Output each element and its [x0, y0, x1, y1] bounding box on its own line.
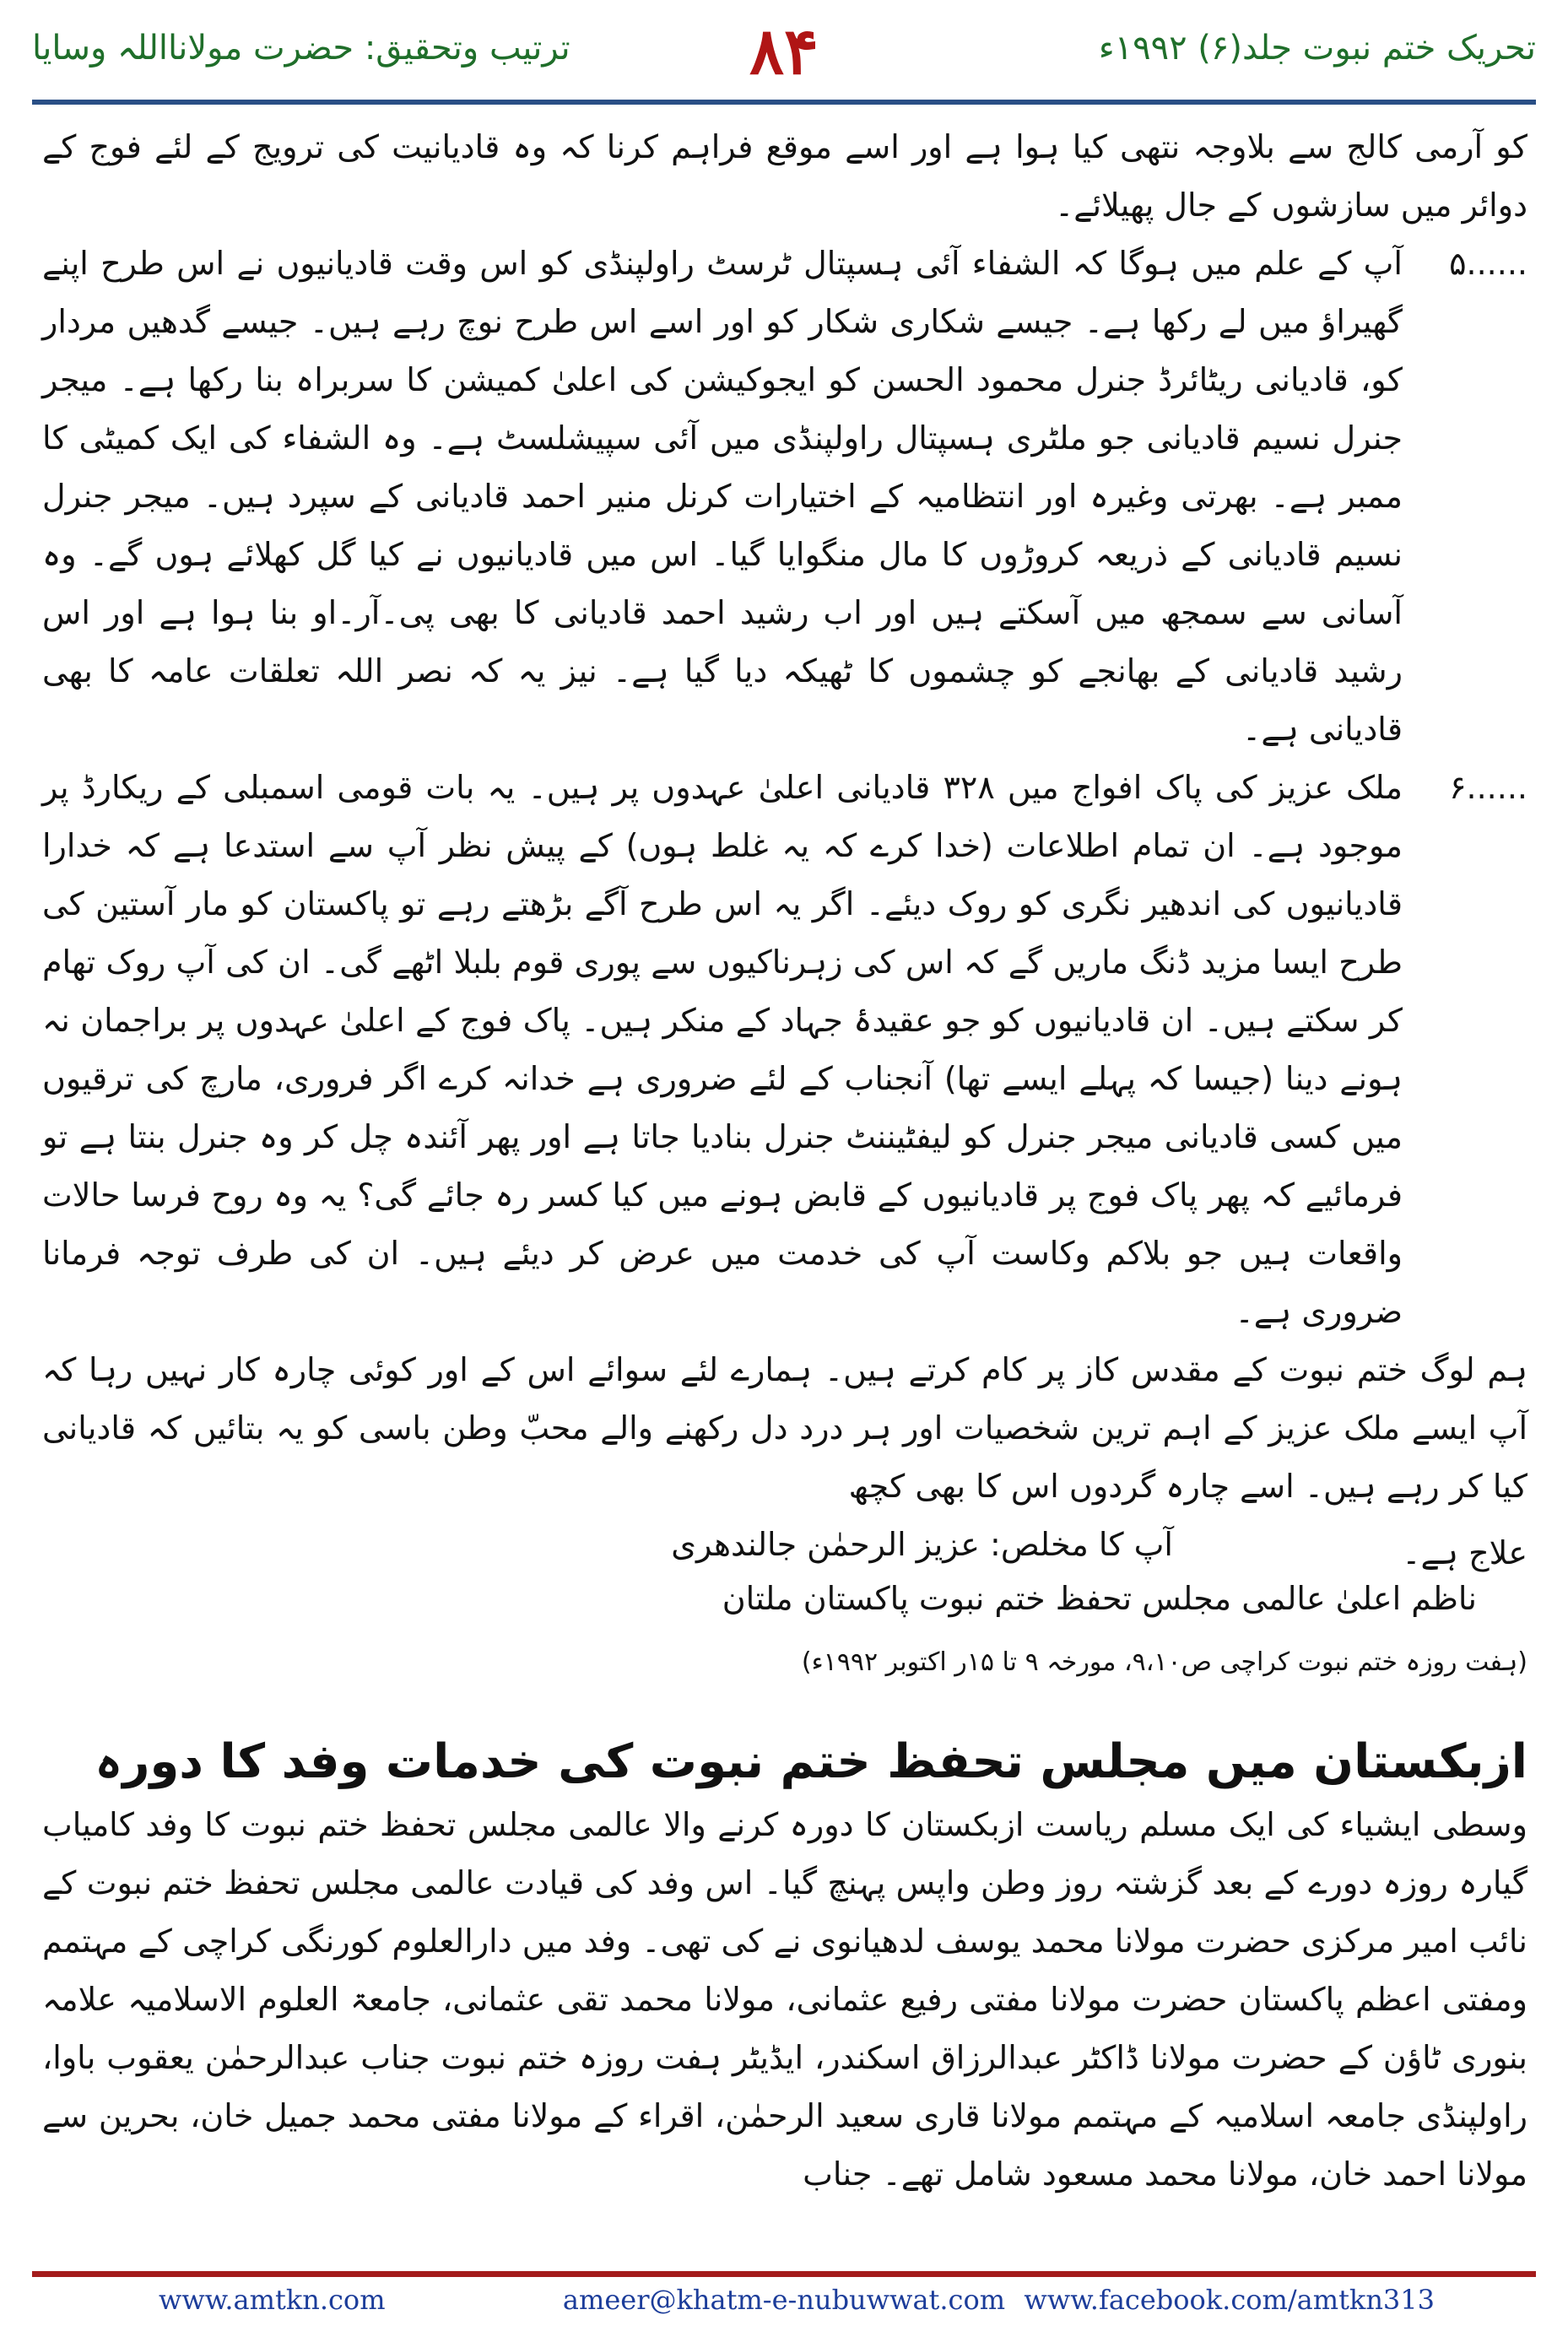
page-body: [42, 118, 1527, 2204]
intro-paragraph: کو آرمی کالج سے بلاوجہ نتھی کیا ہوا ہے اور اسے موقع فراہم کرنا کہ وہ قادیانیت کی ترویج کے لئے فوج کے دوائر میں سازشوں کے جال پھیلائے۔: [42, 128, 1527, 224]
item-5-number: ۵......: [1449, 245, 1527, 282]
section-title: ازبکستان میں مجلس تحفظ ختم نبوت کی خدمات وفد کا دورہ: [95, 1734, 1527, 1789]
section-paragraph: وسطی ایشیاء کی ایک مسلم ریاست ازبکستان کا دورہ کرنے والا عالمی مجلس تحفظ ختم نبوت کا وفد کامیاب گیارہ روزہ دورے کے بعد گزشتہ روز وطن واپس پہنچ گیا۔ اس وفد کی قیادت عالمی مجلس تحفظ ختم نبوت کے نائب امیر مرکزی حضرت مولانا محمد یوسف لدھیانوی نے کی تھی۔ وفد میں دارالعلوم کورنگی کراچی کے مہتمم ومفتی اعظم پاکستان حضرت مولانا مفتی رفیع عثمانی، مولانا محمد تقی عثمانی، جامعۃ العلوم الاسلامیہ علامہ بنوری ٹاؤن کے حضرت مولانا ڈاکٹر عبدالرزاق اسکندر، ایڈیٹر ہفت روزہ ختم نبوت جناب عبدالرحمٰن یعقوب باوا، راولپنڈی جامعہ اسلامیہ کے مہتمم مولانا قاری سعید الرحمٰن، اقراء کے مولانا مفتی محمد جمیل خان، بحرین سے مولانا احمد خان، مولانا محمد مسعود شامل تھے۔ جناب: [42, 1806, 1527, 2193]
website-link[interactable]: www.amtkn.com: [159, 2284, 386, 2316]
signature-line-2: ناظم اعلیٰ عالمی مجلس تحفظ ختم نبوت پاکستان ملتان: [722, 1580, 1477, 1617]
page-header: [32, 14, 1536, 101]
page-footer: [32, 2284, 1536, 2326]
header-divider: [32, 100, 1536, 105]
signature-line-1: آپ کا مخلص: عزیز الرحمٰن جالندھری: [671, 1526, 1173, 1563]
citation: (ہفت روزہ ختم نبوت کراچی ص۹،۱۰، مورخہ ۹ تا ۱۵ر اکتوبر ۱۹۹۲ء): [801, 1647, 1527, 1677]
compiler-credit: ترتیب وتحقیق: حضرت مولانااللہ وسایا: [32, 29, 570, 68]
email-link[interactable]: ameer@khatm-e-nubuwwat.com: [562, 2284, 1006, 2316]
footer-divider: [32, 2271, 1536, 2277]
facebook-link[interactable]: www.facebook.com/amtkn313: [1024, 2284, 1435, 2316]
list-item-6: [42, 759, 1527, 1341]
closing-end: علاج ہے۔: [1402, 1534, 1527, 1571]
page-number: ۸۴: [749, 14, 819, 89]
list-item-5: [42, 235, 1527, 759]
item-6-number: ۶......: [1449, 769, 1527, 806]
closing-paragraph: ہم لوگ ختم نبوت کے مقدس کاز پر کام کرتے ہیں۔ ہمارے لئے سوائے اس کے اور کوئی چارہ کار نہیں رہا کہ آپ ایسے ملک عزیز کے اہم ترین شخصیات اور ہر درد دل رکھنے والے محبّ وطن باسی کو یہ بتائیں کہ قادیانی کیا کر رہے ہیں۔ اسے چارہ گردوں اس کا بھی کچھ: [42, 1351, 1527, 1505]
book-title: تحریک ختم نبوت جلد(۶) ۱۹۹۲ء: [1098, 29, 1536, 68]
item-6-text: ملک عزیز کی پاک افواج میں ۳۲۸ قادیانی اعلیٰ عہدوں پر ہیں۔ یہ بات قومی اسمبلی کے ریکارڈ پر موجود ہے۔ ان تمام اطلاعات (خدا کرے کہ یہ غلط ہوں) کے پیش نظر آپ سے استدعا ہے کہ خدارا قادیانیوں کی اندھیر نگری کو روک دیئے۔ اگر یہ اس طرح آگے بڑھتے رہے تو پاکستان کو مار آستین کی طرح ایسا مزید ڈنگ ماریں گے کہ اس کی زہرناکیوں سے پوری قوم بلبلا اٹھے گی۔ ان کی آپ روک تھام کر سکتے ہیں۔ ان قادیانیوں کو جو عقیدۂ جہاد کے منکر ہیں۔ پاک فوج کے اعلیٰ عہدوں پر براجمان نہ ہونے دینا (جیسا کہ پہلے ایسے تھا) آنجناب کے لئے ضروری ہے خدانہ کرے اگر فروری، مارچ کی ترقیوں میں کسی قادیانی میجر جنرل کو لیفٹیننٹ جنرل بنادیا جاتا ہے اور پھر آئندہ چل کر وہ جنرل بنتا ہے تو فرمائیے کہ پھر پاک فوج پر قادیانیوں کے قابض ہونے میں کیا کسر رہ جائے گی؟ یہ وہ روح فرسا حالات واقعات ہیں جو بلاکم وکاست آپ کی خدمت میں عرض کر دیئے ہیں۔ ان کی طرف توجہ فرمانا ضروری ہے۔: [42, 769, 1403, 1330]
item-5-text: آپ کے علم میں ہوگا کہ الشفاء آئی ہسپتال ٹرسٹ راولپنڈی کو اس وقت قادیانیوں نے اس طرح اپنے گھیراؤ میں لے رکھا ہے۔ جیسے شکاری شکار کو اور اسے اس طرح نوچ رہے ہیں۔ جیسے گدھیں مردار کو، قادیانی ریٹائرڈ جنرل محمود الحسن کو ایجوکیشن کی اعلیٰ کمیشن کا سربراہ بنا رکھا ہے۔ میجر جنرل نسیم قادیانی جو ملٹری ہسپتال راولپنڈی میں آئی سپیشلسٹ ہے۔ وہ الشفاء کی ایک کمیٹی کا ممبر ہے۔ بھرتی وغیرہ اور انتظامیہ کے اختیارات کرنل منیر احمد قادیانی کے سپرد ہیں۔ میجر جنرل نسیم قادیانی کے ذریعہ کروڑوں کا مال منگوایا گیا۔ اس میں قادیانیوں نے کیا گل کھلائے ہوں گے۔ وہ آسانی سے سمجھ میں آسکتے ہیں اور اب رشید احمد قادیانی کا بھی پی۔آر۔او بنا ہوا ہے اور اس رشید قادیانی کے بھانجے کو چشموں کا ٹھیکہ دیا گیا ہے۔ نیز یہ کہ نصر اللہ تعلقات عامہ کا بھی قادیانی ہے۔: [42, 245, 1403, 748]
signature-block: [42, 1516, 1527, 1570]
